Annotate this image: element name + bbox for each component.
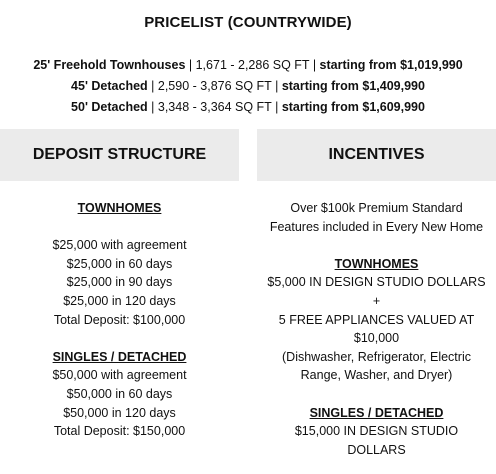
deposit-structure-heading: DEPOSIT STRUCTURE: [0, 129, 239, 181]
sqft-range: 3,348 - 3,364 SQ FT: [157, 100, 272, 114]
model-name: 50' Detached: [71, 100, 148, 114]
deposit-line: $25,000 in 60 days: [66, 256, 173, 271]
sqft-range: 1,671 - 2,286 SQ FT: [195, 58, 310, 72]
incentive-line: DOLLARS: [347, 442, 406, 457]
deposit-line: $25,000 in 120 days: [63, 293, 176, 308]
model-name: 25' Freehold Townhouses: [33, 58, 186, 72]
incentives-heading: INCENTIVES: [257, 129, 496, 181]
sqft-range: 2,590 - 3,876 SQ FT: [157, 79, 272, 93]
incentive-line: 5 FREE APPLIANCES VALUED AT: [278, 312, 475, 327]
deposit-line: $25,000 in 90 days: [66, 275, 173, 290]
deposit-line: $50,000 in 120 days: [63, 405, 176, 420]
deposit-line: $25,000 with agreement: [52, 238, 187, 253]
starting-price: starting from $1,019,990: [319, 58, 463, 72]
townhomes-subheading: TOWNHOMES: [77, 201, 162, 215]
incentive-intro: Over $100k Premium Standard: [290, 201, 463, 215]
price-row: 50' Detached | 3,348 - 3,364 SQ FT | starting from $1,609,990: [71, 100, 425, 114]
price-row: 45' Detached | 2,590 - 3,876 SQ FT | starting from $1,409,990: [71, 79, 425, 93]
starting-price: starting from $1,409,990: [281, 79, 425, 93]
deposit-structure-column: [0, 199, 239, 441]
singles-subheading: SINGLES / DETACHED: [52, 349, 187, 364]
incentive-line: $5,000 IN DESIGN STUDIO DOLLARS: [267, 275, 486, 290]
deposit-line: $50,000 in 60 days: [66, 386, 173, 401]
model-name: 45' Detached: [71, 79, 148, 93]
incentive-line: (Dishwasher, Refrigerator, Electric: [282, 349, 471, 364]
singles-subheading: SINGLES / DETACHED: [309, 405, 444, 420]
townhomes-subheading: TOWNHOMES: [334, 256, 419, 271]
incentive-line: $10,000: [353, 331, 400, 346]
page-title: PRICELIST (COUNTRYWIDE): [144, 14, 352, 31]
price-row: 25' Freehold Townhouses | 1,671 - 2,286 SQ FT | starting from $1,019,990: [33, 58, 463, 72]
starting-price: starting from $1,609,990: [281, 100, 425, 114]
deposit-line: $50,000 with agreement: [52, 368, 187, 383]
incentives-column: [257, 199, 496, 459]
incentive-line: Range, Washer, and Dryer): [300, 368, 453, 383]
deposit-total: Total Deposit: $100,000: [53, 312, 186, 327]
incentive-intro: Features included in Every New Home: [269, 219, 484, 234]
incentive-line: $15,000 IN DESIGN STUDIO: [294, 424, 459, 439]
deposit-total: Total Deposit: $150,000: [53, 424, 186, 439]
incentive-line: +: [372, 293, 381, 308]
pricelist: [0, 55, 496, 118]
